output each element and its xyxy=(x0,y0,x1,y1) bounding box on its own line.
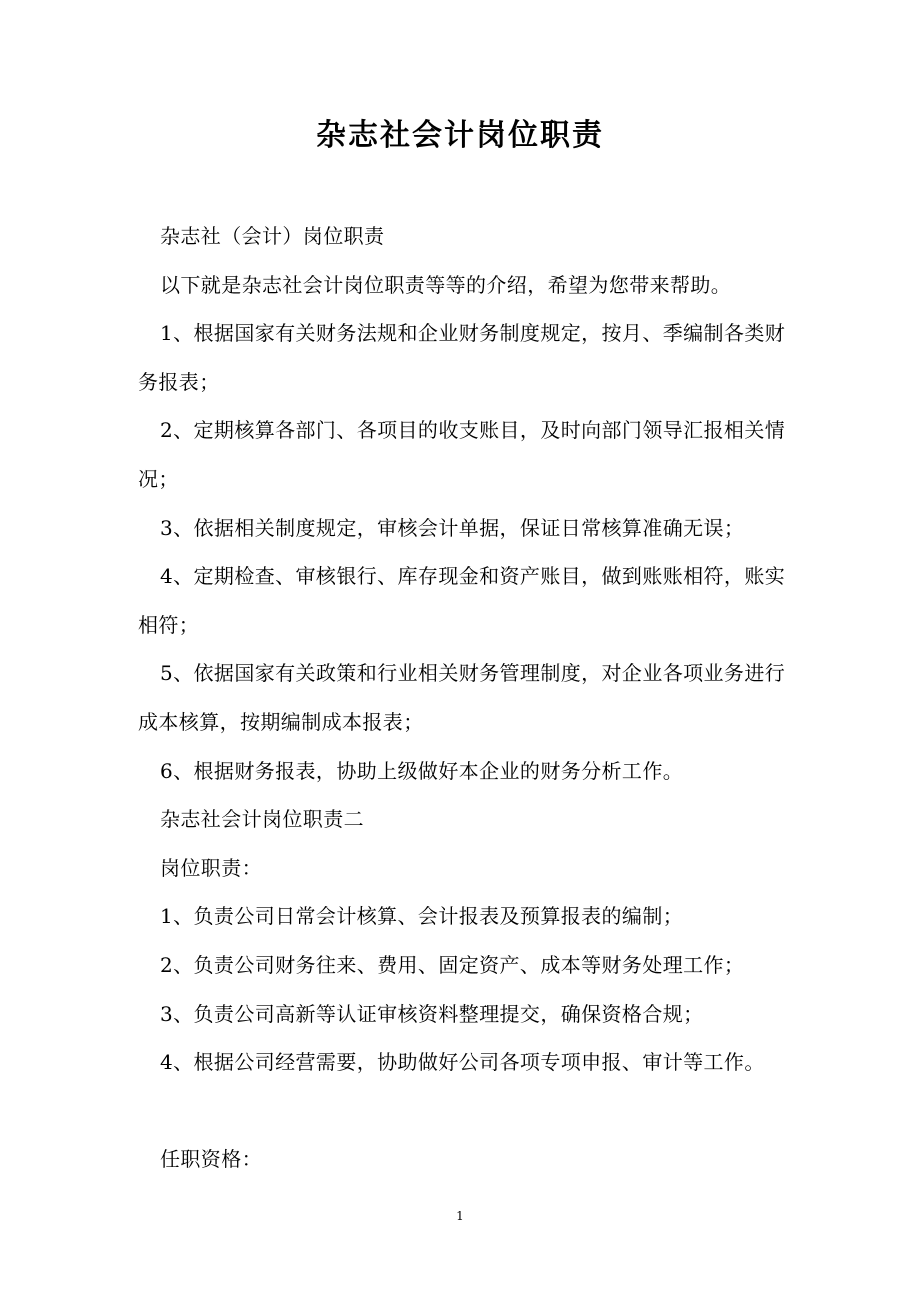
duty-item-6: 6、根据财务报表，协助上级做好本企业的财务分析工作。 xyxy=(160,758,684,783)
duty-item-b2: 2、负责公司财务往来、费用、固定资产、成本等财务处理工作； xyxy=(160,952,745,977)
document-body xyxy=(138,212,798,1184)
duty-item-2: 2、定期核算各部门、各项目的收支账目，及时向部门领导汇报相关情况； xyxy=(138,418,786,491)
duty-item-4: 4、定期检查、审核银行、库存现金和资产账目，做到账账相符，账实相符； xyxy=(138,564,786,637)
section-label-duties: 岗位职责： xyxy=(160,855,262,880)
blank-line xyxy=(138,1087,798,1136)
section-label-qualifications: 任职资格： xyxy=(160,1147,262,1172)
duty-item-b4: 4、根据公司经营需要，协助做好公司各项专项申报、审计等工作。 xyxy=(160,1050,765,1075)
document-title: 杂志社会计岗位职责 xyxy=(316,118,604,153)
duty-item-5: 5、依据国家有关政策和行业相关财务管理制度，对企业各项业务进行成本核算，按期编制成本报表； xyxy=(138,661,786,734)
paragraph-heading-1: 杂志社（会计）岗位职责 xyxy=(160,224,385,248)
duty-item-b1: 1、负责公司日常会计核算、会计报表及预算报表的编制； xyxy=(160,904,684,929)
duty-item-3: 3、依据相关制度规定，审核会计单据，保证日常核算准确无误； xyxy=(160,515,745,540)
duty-item-b3: 3、负责公司高新等认证审核资料整理提交，确保资格合规； xyxy=(160,1001,704,1026)
paragraph-heading-2: 杂志社会计岗位职责二 xyxy=(160,807,364,832)
duty-item-1: 1、根据国家有关财务法规和企业财务制度规定，按月、季编制各类财务报表； xyxy=(138,321,786,394)
paragraph-intro: 以下就是杂志社会计岗位职责等等的介绍，希望为您带来帮助。 xyxy=(160,272,732,297)
page-number: 1 xyxy=(456,1209,464,1223)
